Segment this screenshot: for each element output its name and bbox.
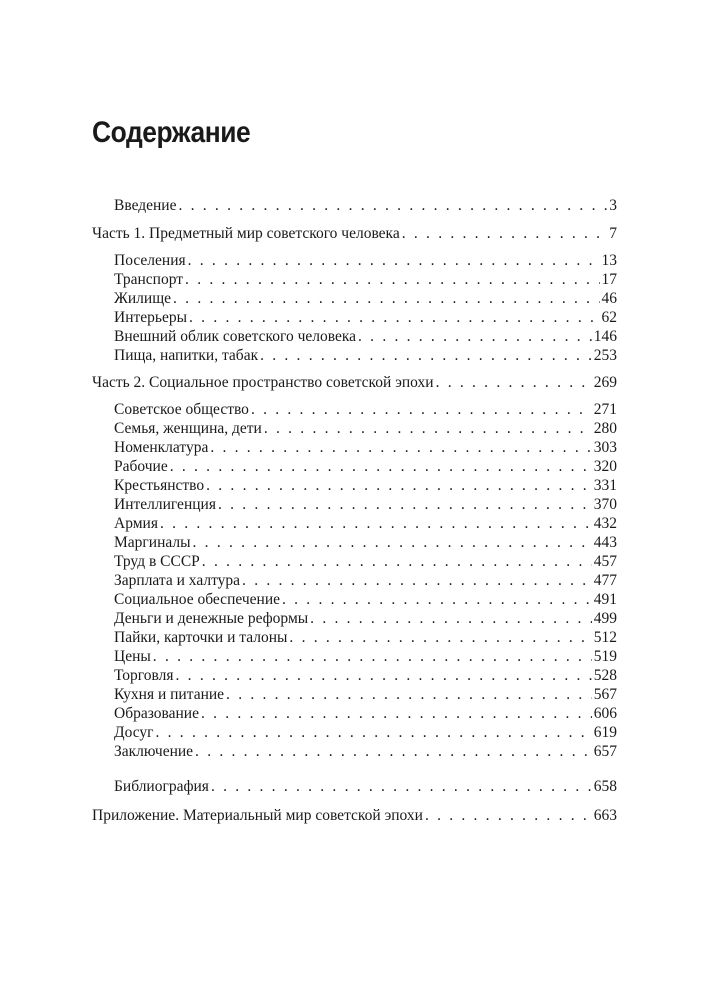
toc-entry-page: 17 (601, 271, 617, 288)
toc-entry[interactable] (114, 438, 617, 457)
toc-leader-dots (289, 628, 591, 647)
toc-entry-label: Советское общество (114, 401, 249, 418)
page-title: Содержание (92, 116, 251, 149)
toc-entry-page: 457 (593, 553, 617, 570)
toc-entry[interactable] (114, 533, 617, 552)
toc-entry[interactable] (114, 476, 617, 495)
toc-entry[interactable] (114, 742, 617, 761)
toc-leader-dots (242, 571, 592, 590)
toc-leader-dots (201, 704, 592, 723)
toc-leader-dots (156, 723, 592, 742)
toc-entry-part-2[interactable] (92, 373, 617, 392)
toc-entry-label: Деньги и денежные реформы (114, 610, 309, 627)
toc-entry-label: Маргиналы (114, 534, 191, 551)
toc-entry[interactable] (114, 628, 617, 647)
toc-leader-dots (193, 533, 592, 552)
toc-entry-label: Пайки, карточки и талоны (114, 629, 288, 646)
toc-entry-label: Крестьянство (114, 477, 205, 494)
toc-entry[interactable] (114, 571, 617, 590)
toc-entry-label: Библиография (114, 778, 209, 795)
toc-entry-label: Семья, женщина, дети (114, 420, 262, 437)
toc-leader-dots (260, 346, 592, 365)
toc-entry-page: 7 (609, 225, 617, 242)
toc-entry-page: 477 (593, 572, 617, 589)
toc-leader-dots (436, 373, 592, 392)
toc-leader-dots (402, 224, 608, 243)
toc-entry[interactable] (114, 666, 617, 685)
toc-entry-label: Рабочие (114, 458, 168, 475)
toc-entry-label: Заключение (114, 743, 194, 760)
toc-leader-dots (206, 476, 592, 495)
toc-leader-dots (218, 495, 592, 514)
toc-entry-page: 269 (593, 374, 617, 391)
toc-leader-dots (264, 419, 592, 438)
toc-leader-dots (195, 742, 592, 761)
toc-leader-dots (153, 647, 592, 666)
toc-entry-page: 370 (593, 496, 617, 513)
toc-entry-label: Пища, напитки, табак (114, 347, 259, 364)
toc-leader-dots (160, 514, 592, 533)
toc-leader-dots (202, 552, 592, 571)
toc-entry-label: Цены (114, 648, 151, 665)
toc-leader-dots (425, 806, 592, 825)
toc-entry-page: 271 (593, 401, 617, 418)
toc-entry-part-1[interactable] (92, 224, 617, 243)
toc-entry-page: 46 (601, 290, 617, 307)
toc-entry[interactable] (114, 495, 617, 514)
toc-entry-page: 146 (593, 328, 617, 345)
toc-entry-page: 491 (593, 591, 617, 608)
toc-entry-label: Кухня и питание (114, 686, 225, 703)
toc-entry[interactable] (114, 457, 617, 476)
toc-leader-dots (178, 196, 607, 215)
toc-entry[interactable] (114, 400, 617, 419)
toc-leader-dots (310, 609, 592, 628)
toc-entry-page: 432 (593, 515, 617, 532)
toc-entry-bibliography[interactable] (114, 777, 617, 796)
toc-entry-label: Труд в СССР (114, 553, 200, 570)
toc-entry-page: 13 (601, 252, 617, 269)
toc-entry[interactable] (114, 327, 617, 346)
toc-entry[interactable] (114, 590, 617, 609)
toc-leader-dots (170, 457, 592, 476)
toc-leader-dots (211, 777, 592, 796)
toc-entry[interactable] (114, 609, 617, 628)
toc-entry[interactable] (114, 552, 617, 571)
toc-entry-label: Зарплата и халтура (114, 572, 241, 589)
toc-entry-label: Торговля (114, 667, 174, 684)
toc-entry-label: Транспорт (114, 271, 184, 288)
toc-entry-page: 663 (593, 807, 617, 824)
toc-entry-label: Приложение. Материальный мир советской эпохи (92, 807, 423, 824)
toc-entry-page: 331 (593, 477, 617, 494)
toc-entry-label: Жилище (114, 290, 172, 307)
toc-entry-page: 499 (593, 610, 617, 627)
toc-leader-dots (210, 438, 591, 457)
toc-entry-page: 606 (593, 705, 617, 722)
toc-entry[interactable] (114, 270, 617, 289)
toc-leader-dots (176, 666, 592, 685)
toc-entry-label: Часть 2. Социальное пространство советской эпохи (92, 374, 434, 391)
toc-entry-label: Социальное обеспечение (114, 591, 280, 608)
toc-entry-label: Интерьеры (114, 309, 188, 326)
toc-entry[interactable] (114, 704, 617, 723)
toc-entry-page: 619 (593, 724, 617, 741)
toc-leader-dots (188, 251, 600, 270)
toc-entry[interactable] (114, 289, 617, 308)
toc-leader-dots (251, 400, 592, 419)
toc-entry[interactable] (114, 685, 617, 704)
toc-leader-dots (358, 327, 592, 346)
toc-entry-page: 658 (593, 778, 617, 795)
toc-entry-page: 320 (593, 458, 617, 475)
toc-entry-appendix[interactable] (92, 806, 617, 825)
toc-entry-page: 62 (601, 309, 617, 326)
toc-entry-page: 512 (593, 629, 617, 646)
toc-entry-page: 519 (593, 648, 617, 665)
toc-entry[interactable] (114, 419, 617, 438)
toc-entry-label: Внешний облик советского человека (114, 328, 357, 345)
toc-entry[interactable] (114, 647, 617, 666)
toc-entry-page: 280 (593, 420, 617, 437)
toc-entry-label: Поселения (114, 252, 186, 269)
toc-entry-label: Интеллигенция (114, 496, 216, 513)
toc-entry-label: Армия (114, 515, 158, 532)
toc-entry[interactable] (114, 346, 617, 365)
toc-entry-page: 567 (593, 686, 617, 703)
toc-entry[interactable] (114, 308, 617, 327)
toc-entry-page: 443 (593, 534, 617, 551)
toc-entry-label: Введение (114, 197, 177, 214)
toc-entry[interactable] (114, 723, 617, 742)
toc-leader-dots (226, 685, 592, 704)
toc-entry-label: Часть 1. Предметный мир советского человека (92, 225, 400, 242)
toc-leader-dots (189, 308, 599, 327)
toc-entry-page: 657 (593, 743, 617, 760)
toc-leader-dots (185, 270, 599, 289)
toc-entry-page: 3 (609, 197, 617, 214)
toc-entry-label: Номенклатура (114, 439, 209, 456)
toc-entry-page: 253 (593, 347, 617, 364)
toc-entry[interactable] (114, 251, 617, 270)
toc-leader-dots (173, 289, 599, 308)
toc-leader-dots (282, 590, 592, 609)
toc-entry-label: Досуг (114, 724, 154, 741)
toc-entry-page: 528 (593, 667, 617, 684)
toc-entry[interactable] (114, 514, 617, 533)
toc-entry-introduction[interactable] (114, 196, 617, 215)
toc-entry-label: Образование (114, 705, 199, 722)
toc-entry-page: 303 (593, 439, 617, 456)
